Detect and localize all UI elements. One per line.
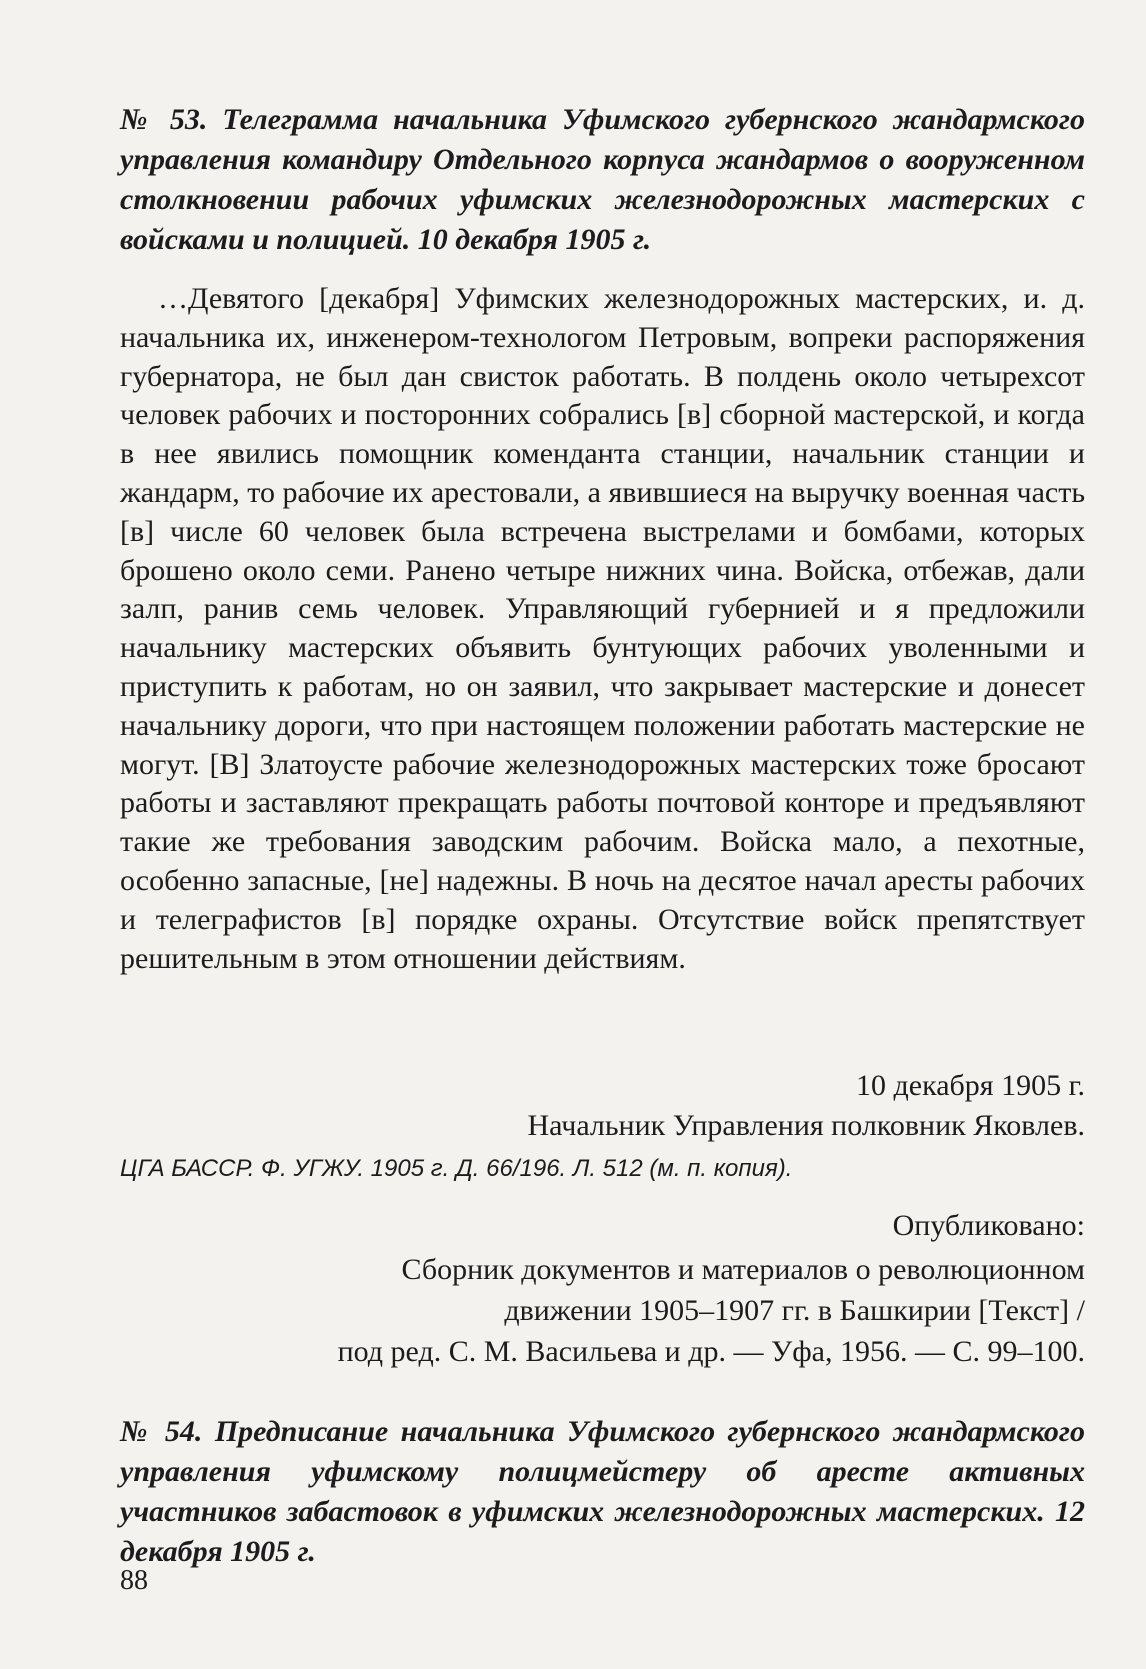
published-label: Опубликовано: [892,1209,1085,1242]
publication-citation [185,1249,1085,1372]
document-53-heading: № 53. Телеграмма начальника Уфимского губернского жандармского управления командиру Отдельного корпуса жандармов о вооруженном столкновении рабочих уфимских железнодорожных мастерских с войсками и полицией. 10 декабря 1905 г. [120,103,1085,256]
document-53-body: …Девятого [декабря] Уфимских железнодорожных мастерских, и. д. начальника их, инженером-технологом Петровым, вопреки распоряжения губернатора, не был дан свисток работать. В полдень около четырехсот человек рабочих и посторонних собрались [в] сборной мастерской, и когда в нее явились помощник коменданта станции, начальник станции и жандарм, то рабочие их арестовали, а явившиеся на выручку военная часть [в] числе 60 человек была встречена выстрелами и бомбами, которых брошено около семи. Ранено четыре нижних чина. Войска, отбежав, дали залп, ранив семь человек. Управляющий губернией и я предложили начальнику мастерских объявить бунтующих рабочих уволенными и приступить к работам, но он заявил, что закрывает мастерские и донесет начальнику дороги, что при настоящем положении работать мастерские не могут. [В] Златоусте рабочие железнодорожных мастерских тоже бросают работы и заставляют прекращать работы почтовой конторе и предъявляют такие же требования заводским рабочим. Войска мало, а пехотные, особенно запасные, [не] надежны. В ночь на десятое начал аресты рабочих и телеграфистов [в] порядке охраны. Отсутствие войск препятствует решительным в этом отношении действиям. [120,282,1085,975]
publication-line: под ред. С. М. Васильева и др. — Уфа, 1956. — С. 99–100. [337,1335,1085,1368]
document-53-date: 10 декабря 1905 г. [856,1069,1085,1102]
publication-line: движении 1905–1907 гг. в Башкирии [Текст] / [504,1294,1085,1327]
page-number: 88 [120,1565,148,1596]
document-53-signature: Начальник Управления полковник Яковлев. [527,1109,1085,1142]
publication-line: Сборник документов и материалов о революционном [401,1253,1085,1286]
archive-reference: ЦГА БАССР. Ф. УГЖУ. 1905 г. Д. 66/196. Л. 512 (м. п. копия). [120,1155,793,1182]
document-54-heading: № 54. Предписание начальника Уфимского губернского жандармского управления уфимскому полицмейстеру об аресте активных участников забастовок в уфимских железнодорожных мастерских. 12 декабря 1905 г. [120,1415,1085,1568]
